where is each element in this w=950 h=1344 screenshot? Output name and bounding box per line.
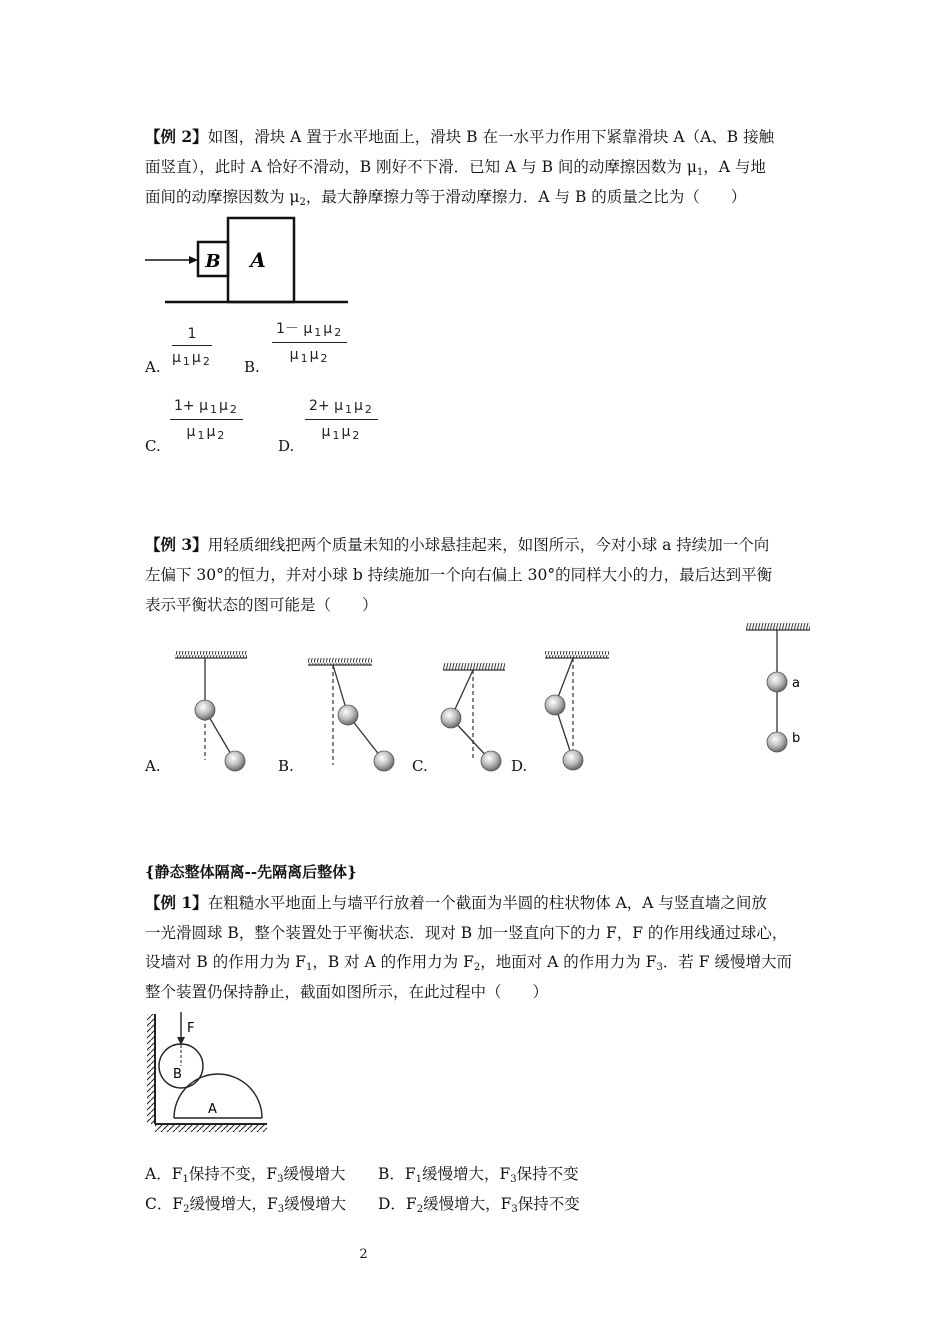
t: 缓慢增大，F (189, 1195, 278, 1213)
ex2-opt-a-frac (172, 326, 212, 368)
label-a: A (208, 1102, 217, 1117)
ball-b (481, 751, 501, 771)
sub: 2 (320, 352, 328, 365)
mu: μ (354, 398, 363, 414)
ex3-opt-d: D. (511, 757, 528, 775)
ceiling-hatch (545, 651, 609, 658)
t: 设墙对 B 的作用力为 F (145, 953, 306, 971)
sub: 3 (277, 1204, 285, 1215)
mu: μ (321, 424, 331, 440)
ex2-line1 (145, 127, 774, 147)
label-b: B (173, 1067, 182, 1082)
sub: 1 (415, 1174, 423, 1185)
t: ，地面对 A 的作用力为 F (480, 953, 657, 971)
ceiling-hatch (746, 623, 810, 630)
ball-a (441, 708, 461, 728)
t: 保持不变 (516, 1165, 579, 1183)
ex2-line2 (145, 157, 766, 177)
ex2-opt-c-label: C. (145, 437, 161, 455)
ball-b (767, 732, 787, 752)
t: 保持不变，F (188, 1165, 278, 1183)
frac-den (172, 346, 212, 368)
label-f: F (187, 1021, 195, 1036)
ex3-opt-b: B. (278, 757, 294, 775)
ball-a-label: a (792, 676, 800, 691)
ex1-line1 (145, 893, 767, 913)
sub: 3 (277, 1174, 284, 1185)
num-text: 1+ μ (174, 398, 208, 414)
ball-a (545, 695, 565, 715)
label-b: B (205, 251, 221, 272)
frac-num (305, 398, 378, 420)
mu: μ (172, 350, 181, 366)
ex1-line3 (145, 952, 792, 972)
t: 缓慢增大 (284, 1195, 347, 1213)
ex1-opt-b (378, 1165, 579, 1183)
t: A．F (145, 1165, 183, 1183)
ball-b (225, 751, 245, 771)
pendulum-option-b (308, 658, 394, 771)
ex3-opt-a: A. (145, 757, 161, 775)
ball-a (195, 700, 215, 720)
sub: 1 (300, 352, 308, 365)
pendulum-figures (140, 615, 820, 785)
ball-b (563, 750, 583, 770)
ex3-opt-c: C. (412, 757, 428, 775)
ceiling-hatch (308, 658, 372, 665)
ex3-text1: 用轻质细线把两个质量未知的小球悬挂起来，如图所示，今对小球 a 持续加一个向 (207, 536, 770, 554)
ceiling-hatch (443, 663, 505, 670)
ball-b (374, 751, 394, 771)
frac-den (170, 420, 243, 442)
force-arrow-head (189, 256, 198, 264)
mu2-sub: 2 (299, 197, 306, 208)
ex1-options-row2b (378, 1194, 580, 1214)
ex1-options-row1b (378, 1164, 579, 1184)
sub: 3 (510, 1174, 517, 1185)
mu1-sub: 1 (696, 167, 704, 178)
sub: 1 (182, 355, 190, 368)
sub: 2 (364, 403, 372, 416)
pendulum-reference (746, 623, 810, 752)
pendulum-option-c (441, 663, 505, 771)
frac-den (305, 420, 378, 442)
ex1-opt-d (378, 1195, 580, 1213)
mu: μ (323, 321, 333, 337)
ball-a (338, 705, 358, 725)
label-a: A (250, 248, 266, 272)
num-text: 2+ μ (309, 398, 343, 414)
page-number: 2 (359, 1247, 368, 1262)
sub: 1 (332, 429, 340, 442)
t: ．若 F 缓慢增大而 (662, 953, 792, 971)
ex2-opt-a-label: A. (145, 358, 161, 376)
sub: 2 (416, 1204, 424, 1215)
ex1-text1: 在粗糙水平地面上与墙平行放着一个截面为半圆的柱状物体 A，A 与竖直墙之间放 (207, 894, 767, 912)
sub: 1 (305, 962, 313, 973)
ex2-opt-d-label: D. (278, 437, 295, 455)
ex2-text1: 如图，滑块 A 置于水平地面上，滑块 B 在一水平力作用下紧靠滑块 A（A、B 接触 (207, 128, 775, 146)
ex2-text3-tail: ，最大静摩擦力等于滑动摩擦力．A 与 B 的质量之比为（ ） (305, 188, 747, 206)
ex3-head: 【例 3】 (145, 535, 208, 554)
ball-a (767, 672, 787, 692)
sub: 2 (473, 962, 481, 973)
mu: μ (219, 398, 228, 414)
t: 缓慢增大，F (422, 1165, 511, 1183)
wall-sphere-figure (145, 1010, 275, 1135)
t: 保持不变 (517, 1195, 580, 1213)
pendulum-option-d (545, 651, 609, 770)
ex2-head: 【例 2】 (145, 127, 208, 146)
wall-hatch (147, 1014, 155, 1124)
sub: 2 (202, 355, 210, 368)
sub: 2 (183, 1204, 190, 1215)
t: D．F (378, 1195, 417, 1213)
frac-num (170, 398, 243, 420)
ex3-line3: 表示平衡状态的图可能是（ ） (145, 596, 378, 614)
ex2-text2: 面竖直），此时 A 恰好不滑动，B 刚好不下滑．已知 A 与 B 间的动摩擦因数为 μ (145, 158, 697, 176)
mu: μ (191, 350, 201, 366)
sub: 3 (511, 1204, 518, 1215)
sub: 2 (352, 429, 360, 442)
ball-b-label: b (792, 731, 801, 746)
sub: 1 (314, 326, 322, 339)
t: 缓慢增大 (283, 1165, 346, 1183)
sub: 2 (334, 326, 342, 339)
ex2-opt-c-frac (170, 398, 243, 442)
num-text: 1 (187, 326, 197, 342)
ex2-opt-b-frac (272, 318, 347, 365)
frac-num (272, 318, 347, 343)
sub: 3 (656, 962, 663, 973)
mu: μ (341, 424, 351, 440)
ex1-options-row1 (145, 1164, 345, 1184)
ex3-line1 (145, 535, 769, 555)
frac-num (172, 326, 212, 346)
mu: μ (289, 347, 299, 363)
pendulum-option-a (175, 651, 247, 771)
ex1-line2: 一光滑圆球 B，整个装置处于平衡状态．现对 B 加一竖直向下的力 F，F 的作用线通过球心， (145, 924, 788, 942)
half-cylinder-a (174, 1074, 262, 1118)
ex1-line4: 整个装置仍保持静止，截面如图所示，在此过程中（ ） (145, 983, 549, 1001)
frac-den (272, 343, 347, 365)
ground-hatch (155, 1124, 267, 1132)
ex3-line2: 左偏下 30°的恒力，并对小球 b 持续施加一个向右偏上 30°的同样大小的力，最后达到平衡 (145, 566, 773, 584)
blocks-figure (145, 215, 355, 310)
ex2-line3 (145, 187, 746, 207)
ex2-text2-tail: ，A 与地 (703, 158, 766, 176)
ex1-options-row2 (145, 1194, 346, 1214)
t: 缓慢增大，F (423, 1195, 512, 1213)
ex1-head: 【例 1】 (145, 893, 208, 912)
sub: 1 (197, 429, 205, 442)
sub: 1 (345, 403, 352, 416)
t: C．F (145, 1195, 184, 1213)
t: B．F (378, 1165, 416, 1183)
ex1-opt-a (145, 1165, 345, 1183)
ceiling-hatch (175, 651, 247, 658)
ex1-opt-c (145, 1195, 346, 1213)
sub: 1 (210, 403, 217, 416)
ex2-opt-b-label: B. (244, 358, 260, 376)
mu: μ (186, 424, 196, 440)
sub: 2 (217, 429, 225, 442)
ex2-opt-d-frac (305, 398, 378, 442)
t: ，B 对 A 的作用力为 F (312, 953, 474, 971)
sub: 2 (229, 403, 237, 416)
sub: 1 (182, 1174, 189, 1185)
ex2-text3: 面间的动摩擦因数为 μ (145, 188, 300, 206)
section-title: {静态整体隔离--先隔离后整体} (145, 863, 357, 881)
mu: μ (309, 347, 319, 363)
mu: μ (206, 424, 216, 440)
num-text: 1－ μ (276, 321, 313, 337)
